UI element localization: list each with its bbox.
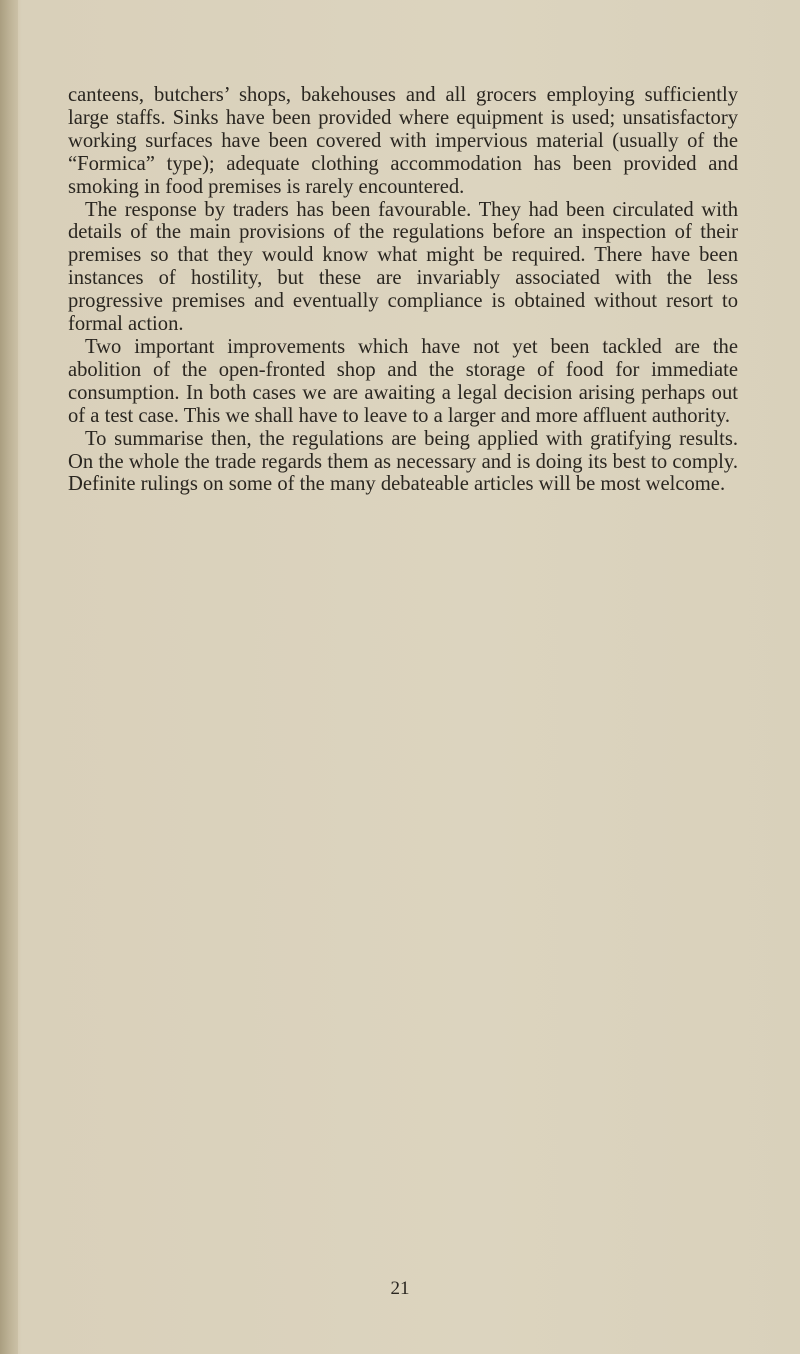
page-number: 21	[390, 1278, 410, 1299]
paragraph-1: canteens, butchers’ shops, bakehouses and all grocers employing sufficiently large staffs. Sinks have been provided where equipment is used; unsatisfactory working surfaces have been covered with impervious material (usually of the “Formica” type); adequate clothing accommodation has been provided and smoking in food premises is rarely encountered.	[68, 84, 738, 198]
paragraph-2: The response by traders has been favourable. They had been circulated with details of the main provisions of the regulations before an inspection of their premises so that they would know what might be required. There have been instances of hostility, but these are invariably associated with the less progressive premises and eventually compliance is obtained without resort to formal action.	[68, 198, 738, 336]
page-binding-edge	[0, 0, 18, 1354]
paragraph-3: Two important improvements which have not yet been tackled are the abolition of the open-fronted shop and the storage of food for immediate consumption. In both cases we are awaiting a legal decision arising perhaps out of a test case. This we shall have to leave to a larger and more affluent authority.	[68, 335, 738, 427]
paragraph-4: To summarise then, the regulations are being applied with gratifying results. On the whole the trade regards them as necessary and is doing its best to comply. Definite rulings on some of the many debateable articles will be most welcome.	[68, 427, 738, 496]
body-text	[68, 84, 738, 496]
